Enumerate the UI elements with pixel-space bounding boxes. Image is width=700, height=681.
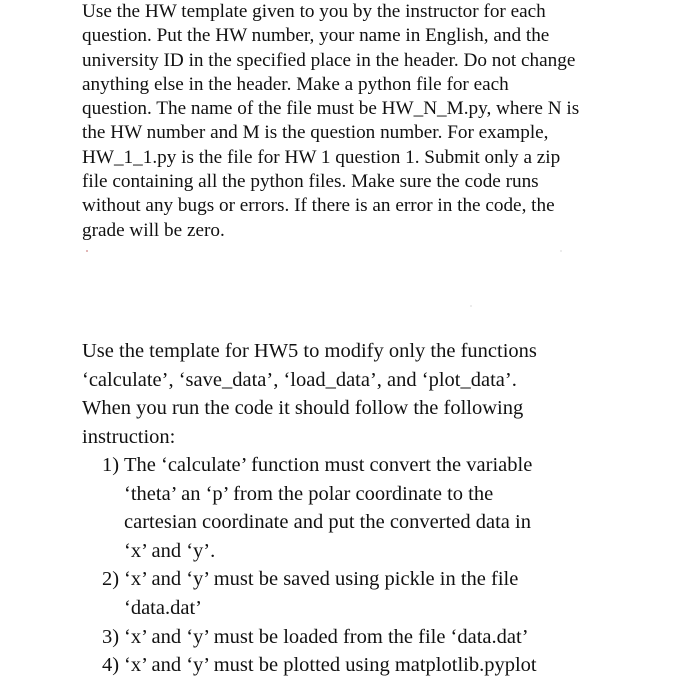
text-line: anything else in the header. Make a python file for each	[82, 73, 509, 95]
text-line: without any bugs or errors. If there is an error in the code, the	[82, 195, 555, 217]
hw5-task-description	[82, 337, 642, 451]
text-line: ‘x’ and ‘y’ must be plotted using matplotlib.pyplot	[124, 654, 537, 677]
scan-speck	[86, 250, 88, 252]
text-line: ‘x’ and ‘y’.	[124, 539, 216, 562]
text-line: When you run the code it should follow the following	[82, 397, 524, 420]
text-line: Use the HW template given to you by the instructor for each	[82, 1, 546, 22]
text-line: ‘x’ and ‘y’ must be loaded from the file ‘data.dat’	[124, 625, 529, 648]
instruction-item	[102, 565, 642, 622]
text-line: HW_1_1.py is the file for HW 1 question 1. Submit only a zip	[82, 146, 561, 168]
instruction-item	[102, 451, 642, 565]
hw-general-instructions	[82, 0, 642, 243]
text-line: ‘theta’ an ‘p’ from the polar coordinate to the	[124, 482, 494, 505]
instruction-list	[102, 451, 642, 680]
instruction-number: 1)	[102, 454, 120, 476]
text-line: grade will be zero.	[82, 219, 225, 241]
instruction-item	[102, 623, 642, 652]
instruction-item	[102, 651, 642, 680]
instruction-number: 2)	[102, 568, 120, 591]
text-line: the HW number and M is the question number. For example,	[82, 122, 549, 144]
text-line: cartesian coordinate and put the converted data in	[124, 511, 531, 534]
instruction-number: 4)	[102, 654, 120, 677]
instruction-number: 3)	[102, 625, 120, 648]
text-line: file containing all the python files. Make sure the code runs	[82, 171, 539, 193]
text-line: Use the template for HW5 to modify only the functions	[82, 340, 537, 362]
scan-speck	[470, 305, 472, 307]
text-line: ‘calculate’, ‘save_data’, ‘load_data’, and ‘plot_data’.	[82, 368, 517, 391]
text-line: The ‘calculate’ function must convert the variable	[124, 454, 533, 476]
text-line: ‘x’ and ‘y’ must be saved using pickle in the file	[124, 568, 519, 591]
text-line: university ID in the specified place in the header. Do not change	[82, 49, 576, 71]
text-line: instruction:	[82, 425, 176, 448]
text-line: question. Put the HW number, your name in English, and the	[82, 25, 550, 47]
text-line: ‘data.dat’	[124, 596, 202, 619]
scan-speck	[560, 250, 562, 252]
text-line: question. The name of the file must be HW_N_M.py, where N is	[82, 98, 580, 120]
